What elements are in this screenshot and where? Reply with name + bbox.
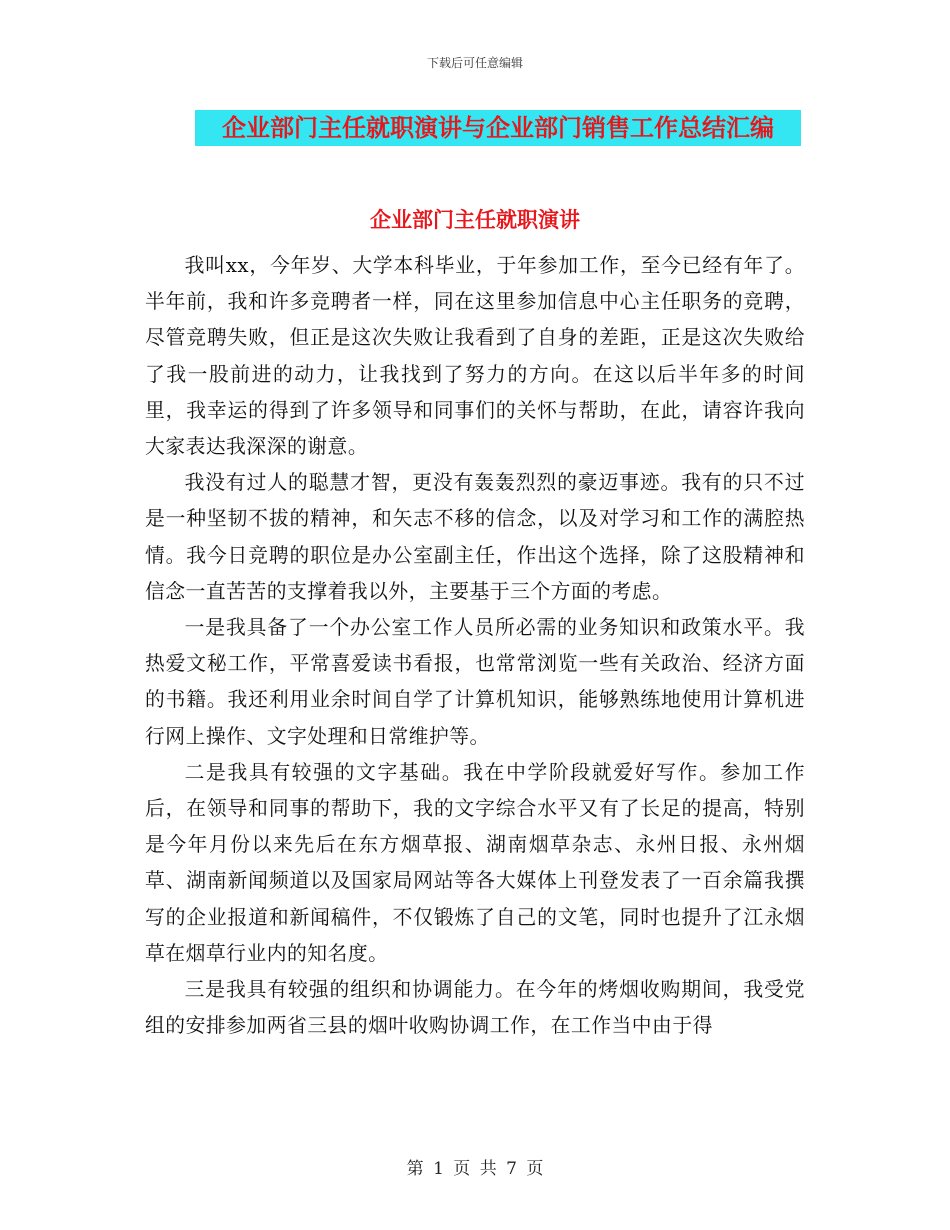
paragraph-3: 一是我具备了一个办公室工作人员所必需的业务知识和政策水平。我热爱文秘工作，平常喜爱读书看报，也常常浏览一些有关政治、经济方面的书籍。我还利用业余时间自学了计算机知识，能够熟练地使用计算机进行网上操作、文字处理和日常维护等。 bbox=[145, 616, 805, 748]
page-footer: 第 1 页 共 7 页 bbox=[406, 1159, 544, 1179]
header-note: 下载后可任意编辑 bbox=[426, 56, 523, 70]
paragraph-4: 二是我具有较强的文字基础。我在中学阶段就爱好写作。参加工作后，在领导和同事的帮助下，我的文字综合水平又有了长足的提高，特别是今年月份以来先后在东方烟草报、湖南烟草杂志、永州日报、永州烟草、湖南新闻频道以及国家局网站等各大媒体上刊登发表了一百余篇我撰写的企业报道和新闻稿件，不仅锻炼了自己的文笔，同时也提升了江永烟草在烟草行业内的知名度。 bbox=[145, 760, 805, 965]
paragraph-5: 三是我具有较强的组织和协调能力。在今年的烤烟收购期间，我受党组的安排参加两省三县的烟叶收购协调工作，在工作当中由于得 bbox=[145, 978, 805, 1038]
section-title: 企业部门主任就职演讲 bbox=[370, 208, 580, 232]
main-title: 企业部门主任就职演讲与企业部门销售工作总结汇编 bbox=[222, 114, 774, 142]
paragraph-1: 我叫xx，今年岁、大学本科毕业，于年参加工作，至今已经有年了。半年前，我和许多竞聘者一样，同在这里参加信息中心主任职务的竞聘，尽管竞聘失败，但正是这次失败让我看到了自身的差距，正是这次失败给了我一股前进的动力，让我找到了努力的方向。在这以后半年多的时间里，我幸运的得到了许多领导和同事们的关怀与帮助，在此，请容许我向大家表达我深深的谢意。 bbox=[145, 254, 805, 459]
paragraph-2: 我没有过人的聪慧才智，更没有轰轰烈烈的豪迈事迹。我有的只不过是一种坚韧不拔的精神，和矢志不移的信念，以及对学习和工作的满腔热情。我今日竞聘的职位是办公室副主任，作出这个选择，除了这股精神和信念一直苦苦的支撑着我以外，主要基于三个方面的考虑。 bbox=[145, 471, 805, 603]
main-title-highlight bbox=[195, 110, 801, 146]
document-body bbox=[145, 248, 805, 1044]
